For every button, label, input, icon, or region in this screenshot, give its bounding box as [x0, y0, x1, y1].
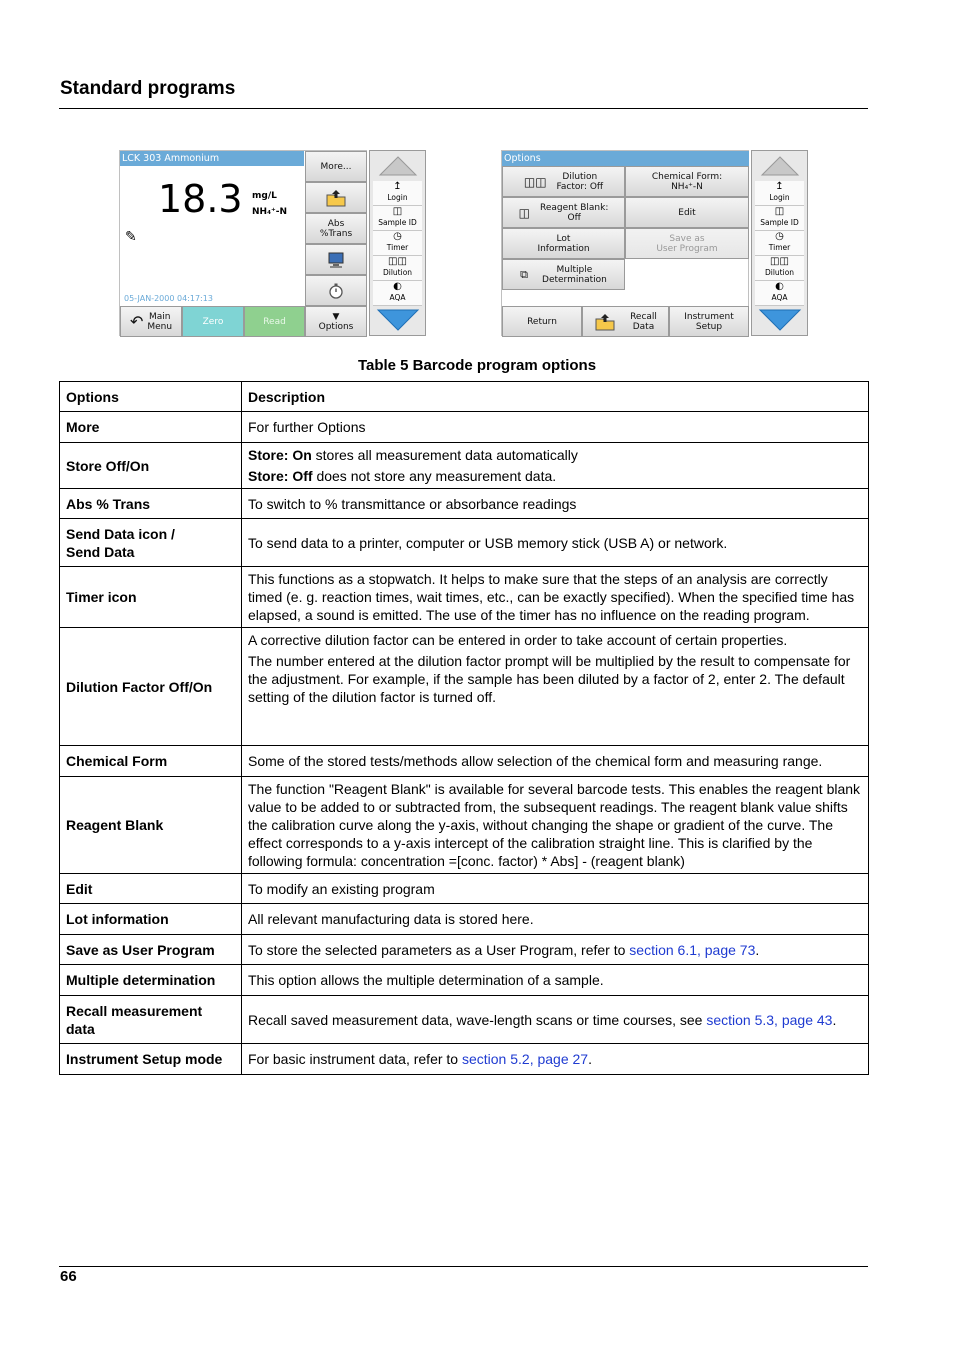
section-link[interactable]: section 6.1, page 73: [629, 941, 756, 958]
vial-icon: ◫: [392, 206, 403, 217]
dilution-desc-2: The number entered at the dilution factor prompt will be multiplied by the result to compensate for the adjustment. For example, if the sample has been diluted by a factor of 2, enter 2. The default setting of the dilution factor is turned off.: [248, 653, 851, 705]
save-line2: User Program: [656, 243, 718, 254]
description-cell: To switch to % transmittance or absorbance readings: [242, 489, 869, 519]
table-row: [60, 904, 869, 935]
description-cell: [242, 628, 869, 746]
recall-line2: Data: [632, 321, 655, 332]
abs-trans-button[interactable]: [305, 213, 367, 244]
table-row: [60, 777, 869, 874]
scroll-down-button[interactable]: [372, 307, 423, 333]
option-cell: [60, 519, 242, 567]
option-cell: More: [60, 412, 242, 443]
store-off-label: Store: Off: [248, 468, 313, 484]
recall-line1: Recall: [630, 311, 657, 322]
measurement-screen: [119, 150, 426, 336]
description-cell: [242, 935, 869, 965]
store-on-label: Store: On: [248, 447, 312, 463]
return-arrow-icon: ↶: [129, 311, 144, 331]
recall-data-button[interactable]: [582, 306, 669, 337]
options-panel: [501, 150, 749, 336]
page-number: 66: [60, 1268, 77, 1285]
send-data-button[interactable]: [305, 244, 367, 275]
section-link[interactable]: section 5.2, page 27: [461, 1051, 589, 1067]
description-cell: To send data to a printer, computer or USB memory stick (USB A) or network.: [242, 519, 869, 567]
desc-text: Recall saved measurement data, wave-length scans or time courses, see: [248, 1011, 707, 1028]
multi-line1: Multiple: [556, 264, 593, 275]
datetime: 05-JAN-2000 04:17:13: [124, 294, 213, 303]
multiple-determination-button[interactable]: [502, 259, 625, 290]
options-header: Options: [502, 151, 749, 166]
return-button[interactable]: [502, 306, 582, 337]
copies-icon: ⧉: [520, 267, 529, 281]
description-cell: [242, 996, 869, 1044]
trans-label: %Trans: [319, 228, 353, 239]
footer-rule: [59, 1266, 868, 1267]
store-off-text: does not store any measurement data.: [312, 468, 557, 484]
header-options: Options: [60, 382, 242, 412]
desc-text: To store the selected parameters as a User Program, refer to: [248, 941, 630, 958]
store-button[interactable]: [305, 182, 367, 213]
sample-id-label: Sample ID: [378, 218, 417, 227]
description-cell: To modify an existing program: [242, 874, 869, 904]
edit-button[interactable]: [625, 197, 749, 228]
table-row: [60, 443, 869, 489]
zero-label: Zero: [202, 316, 224, 327]
unit-label: mg/L: [252, 191, 277, 201]
triangle-up-icon: [378, 155, 418, 177]
option-cell: Save as User Program: [60, 935, 242, 965]
reagent-blank-button[interactable]: [502, 197, 625, 228]
description-cell: This functions as a stopwatch. It helps to make sure that the steps of an analysis are correctly timed (e. g. reaction times, wait times, etc., can be exactly specified). When the specified time has elapsed, a sound is emitted. The use of the timer has no influence on the reading program.: [242, 567, 869, 628]
aqa-label: AQA: [771, 293, 788, 302]
timer-label: Timer: [386, 243, 409, 252]
chemical-form-button[interactable]: [625, 166, 749, 197]
table-row: [60, 567, 869, 628]
login-label: Login: [387, 193, 408, 202]
setup-line2: Setup: [695, 321, 723, 332]
table-row: [60, 489, 869, 519]
store-on-text: stores all measurement data automatically: [311, 447, 578, 463]
vial-icon: ◫: [518, 205, 530, 220]
option-line1: Recall measurement: [66, 1002, 203, 1019]
option-cell: Edit: [60, 874, 242, 904]
folder-arrow-icon: [326, 189, 346, 207]
table-row: [60, 1044, 869, 1075]
desc-text: For basic instrument data, refer to: [248, 1051, 462, 1067]
option-cell: [60, 996, 242, 1044]
triangle-down-icon: [758, 308, 802, 332]
option-cell: Chemical Form: [60, 746, 242, 777]
lot-information-button[interactable]: [502, 228, 625, 259]
folder-arrow-icon: [594, 313, 616, 331]
table-row: [60, 412, 869, 443]
scroll-up-button[interactable]: [372, 153, 423, 179]
table-caption: Table 5 Barcode program options: [357, 357, 597, 374]
timer-sidebar-button[interactable]: [373, 231, 422, 256]
person-arrow-icon: ↥: [393, 181, 402, 192]
dilution-label: Dilution: [382, 268, 413, 277]
table-header-row: [60, 382, 869, 412]
login-button[interactable]: [373, 181, 422, 206]
option-cell: Lot information: [60, 904, 242, 935]
save-user-program-button[interactable]: [625, 228, 749, 259]
instrument-setup-button[interactable]: [669, 306, 749, 337]
stopwatch-icon: [327, 282, 345, 300]
sample-id-button[interactable]: [755, 206, 804, 231]
more-button[interactable]: [305, 151, 367, 182]
read-button[interactable]: [244, 306, 305, 337]
options-screen: [501, 150, 808, 336]
vials-icon: ◫◫: [523, 174, 547, 189]
edit-label: Edit: [678, 207, 696, 218]
main-menu-button[interactable]: [120, 306, 182, 337]
option-line1: Send Data icon /: [66, 525, 175, 542]
dilution-label: Dilution: [764, 268, 795, 277]
menu-label: Menu: [147, 321, 173, 332]
reagent-line2: Off: [567, 212, 581, 223]
desc-end: .: [588, 1051, 592, 1067]
desc-end: .: [755, 941, 760, 958]
dilution-line2: Factor: Off: [556, 181, 604, 192]
multi-line2: Determination: [542, 274, 607, 285]
aqa-button[interactable]: [755, 281, 804, 306]
triangle-down-icon: [376, 308, 420, 332]
setup-line1: Instrument: [684, 311, 734, 322]
table-row: [60, 935, 869, 965]
vials-icon: ◫◫: [388, 256, 407, 267]
timer-sidebar-button[interactable]: [755, 231, 804, 256]
reagent-line1: Reagent Blank:: [539, 202, 609, 213]
clock-icon: ◷: [775, 231, 784, 242]
chem-line2: NH₄⁺-N: [671, 181, 703, 192]
dilution-line1: Dilution: [562, 171, 598, 182]
lot-line2: Information: [537, 243, 590, 254]
read-label: Read: [263, 316, 286, 327]
description-cell: This option allows the multiple determination of a sample.: [242, 965, 869, 996]
table-row: [60, 628, 869, 746]
sample-id-label: Sample ID: [760, 218, 799, 227]
dilution-desc-1: A corrective dilution factor can be entered in order to take account of certain properties.: [248, 632, 788, 648]
title-rule: [59, 108, 868, 109]
description-cell: The function "Reagent Blank" is available for several barcode tests. This enables the reagent blank value to be added to or subtracted from, the subsequent readings. The reagent blank value shifts the calibration curve along the y-axis, without changing the shape or gradient of the curve. The effect corresponds to a y-axis intercept of the calibration straight line. This is clarified by the following formula: concentration =[conc. factor) * Abs] - (reagent blank): [242, 777, 869, 874]
sidebar-left: [369, 150, 426, 336]
triangle-down-icon: ▼: [332, 311, 340, 322]
scroll-down-button[interactable]: [754, 307, 805, 333]
person-arrow-icon: ↥: [775, 181, 784, 192]
description-cell: Some of the stored tests/methods allow selection of the chemical form and measuring range.: [242, 746, 869, 777]
vial-icon: ◫: [774, 206, 785, 217]
table-row: [60, 996, 869, 1044]
option-cell: Store Off/On: [60, 443, 242, 489]
chemical-form-label: NH₄⁺-N: [252, 207, 288, 217]
more-label: More...: [320, 161, 352, 172]
option-cell: Dilution Factor Off/On: [60, 628, 242, 746]
return-label: Return: [527, 316, 557, 327]
dilution-button[interactable]: [373, 256, 422, 281]
login-button[interactable]: [755, 181, 804, 206]
main-label: Main: [148, 311, 171, 322]
options-label: Options: [318, 321, 354, 332]
description-cell: [242, 443, 869, 489]
option-cell: Multiple determination: [60, 965, 242, 996]
vials-icon: ◫◫: [770, 256, 789, 267]
header-description: Description: [242, 382, 869, 412]
option-line2: data: [66, 1020, 95, 1037]
sample-id-button[interactable]: [373, 206, 422, 231]
abs-label: Abs: [327, 218, 345, 229]
table-row: [60, 874, 869, 904]
desc-end: .: [832, 1011, 837, 1028]
lot-line1: Lot: [556, 233, 571, 244]
save-line1: Save as: [669, 233, 705, 244]
clock-icon: ◷: [393, 231, 402, 242]
scroll-up-button[interactable]: [754, 153, 805, 179]
chem-line1: Chemical Form:: [651, 171, 723, 182]
option-cell: Timer icon: [60, 567, 242, 628]
section-link[interactable]: section 5.3, page 43: [706, 1011, 833, 1028]
description-cell: [242, 1044, 869, 1075]
options-button[interactable]: [305, 306, 367, 337]
timer-button[interactable]: [305, 275, 367, 306]
triangle-up-icon: [760, 155, 800, 177]
option-line2: Send Data: [66, 543, 135, 560]
sidebar-right: [751, 150, 808, 336]
page-title: Standard programs: [60, 78, 236, 99]
option-cell: Instrument Setup mode: [60, 1044, 242, 1075]
table-row: [60, 965, 869, 996]
option-cell: Reagent Blank: [60, 777, 242, 874]
edit-icon[interactable]: ✎: [125, 229, 137, 245]
description-cell: For further Options: [242, 412, 869, 443]
option-cell: Abs % Trans: [60, 489, 242, 519]
zero-button[interactable]: [182, 306, 244, 337]
timer-label: Timer: [768, 243, 791, 252]
dilution-factor-button[interactable]: [502, 166, 625, 197]
computer-icon: [326, 251, 346, 269]
description-cell: All relevant manufacturing data is stored here.: [242, 904, 869, 935]
reading-value: 18.3: [158, 177, 243, 221]
measurement-panel: [119, 150, 367, 336]
half-circle-icon: ◐: [393, 281, 402, 292]
options-table: [59, 381, 869, 1075]
login-label: Login: [769, 193, 790, 202]
dilution-button[interactable]: [755, 256, 804, 281]
half-circle-icon: ◐: [775, 281, 784, 292]
table-row: [60, 746, 869, 777]
aqa-label: AQA: [389, 293, 406, 302]
aqa-button[interactable]: [373, 281, 422, 306]
table-row: [60, 519, 869, 567]
program-header: LCK 303 Ammonium: [120, 151, 304, 166]
